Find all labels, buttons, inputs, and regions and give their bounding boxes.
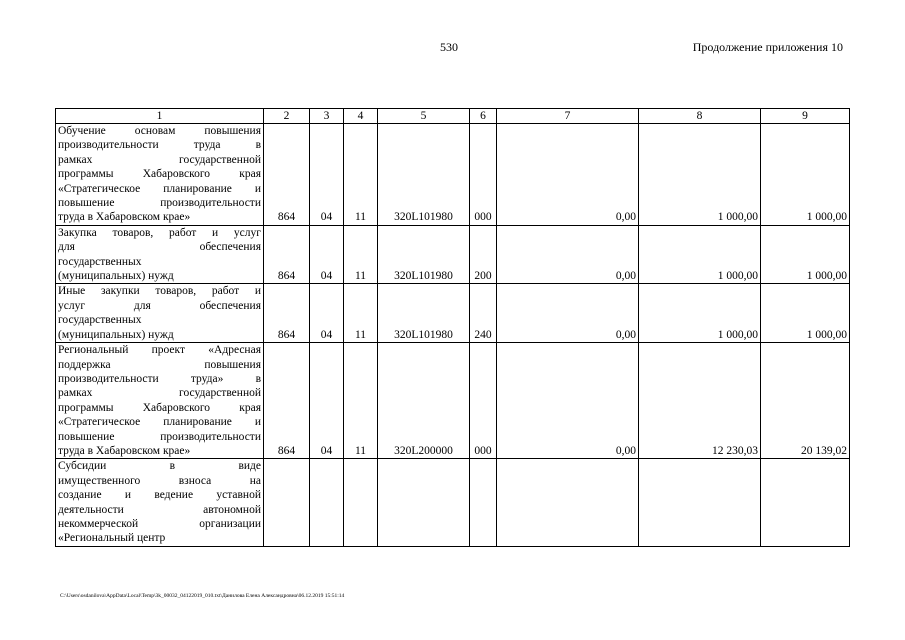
subsection-code-cell	[344, 459, 378, 546]
section-code-cell: 04	[310, 343, 344, 459]
section-code-cell: 04	[310, 284, 344, 343]
section-code-cell: 04	[310, 124, 344, 226]
row-name-line: повышение производительности	[58, 430, 261, 443]
row-name-line: программы Хабаровского края	[58, 401, 261, 414]
expense-type-cell	[470, 459, 497, 546]
amount-col9-cell: 1 000,00	[761, 284, 850, 343]
target-article-cell: 320L101980	[378, 124, 470, 226]
expense-type-cell: 200	[470, 225, 497, 284]
row-name-line: «Стратегическое планирование и	[58, 416, 261, 429]
table-row	[56, 459, 850, 546]
subsection-code-cell: 11	[344, 343, 378, 459]
amount-col7-cell: 0,00	[497, 124, 639, 226]
subsection-code-cell: 11	[344, 225, 378, 284]
row-name-line: «Региональный центр	[58, 532, 166, 545]
table-row	[56, 343, 850, 459]
subsection-code-cell: 11	[344, 124, 378, 226]
admin-code-cell: 864	[264, 124, 310, 226]
row-name-line: труда в Хабаровском крае»	[58, 444, 191, 457]
row-name-line: производительности труда в	[58, 139, 261, 152]
column-header: 1	[56, 109, 264, 124]
row-name-cell	[56, 124, 264, 226]
subsection-code-cell: 11	[344, 284, 378, 343]
amount-col9-cell	[761, 459, 850, 546]
row-name-line: некоммерческой организации	[58, 517, 261, 530]
table-row	[56, 284, 850, 343]
column-header: 7	[497, 109, 639, 124]
column-header: 9	[761, 109, 850, 124]
amount-col9-cell: 1 000,00	[761, 225, 850, 284]
appendix-note: Продолжение приложения 10	[692, 40, 843, 54]
row-name-line: (муниципальных) нужд	[58, 328, 174, 341]
row-name-cell	[56, 343, 264, 459]
page-number: 530	[440, 40, 458, 54]
section-code-cell	[310, 459, 344, 546]
amount-col7-cell	[497, 459, 639, 546]
row-name-line: создание и ведение уставной	[58, 489, 261, 502]
amount-col9-cell: 1 000,00	[761, 124, 850, 226]
expense-type-cell: 000	[470, 124, 497, 226]
admin-code-cell	[264, 459, 310, 546]
row-name-line: государственных	[58, 314, 142, 327]
column-header: 3	[310, 109, 344, 124]
row-name-line: услуг для обеспечения	[58, 299, 261, 312]
row-name-line: государственных	[58, 255, 142, 268]
row-name-line: труда в Хабаровском крае»	[58, 211, 191, 224]
amount-col9-cell: 20 139,02	[761, 343, 850, 459]
column-header: 4	[344, 109, 378, 124]
row-name-line: имущественного взноса на	[58, 474, 261, 487]
table-row	[56, 124, 850, 226]
amount-col8-cell: 12 230,03	[639, 343, 761, 459]
target-article-cell: 320L101980	[378, 225, 470, 284]
row-name-line: Обучение основам повышения	[58, 125, 261, 137]
row-name-line: Региональный проект «Адресная	[58, 344, 261, 357]
row-name-line: (муниципальных) нужд	[58, 270, 174, 283]
row-name-line: повышение производительности	[58, 197, 261, 210]
expense-type-cell: 240	[470, 284, 497, 343]
row-name-line: «Стратегическое планирование и	[58, 182, 261, 195]
section-code-cell: 04	[310, 225, 344, 284]
column-header: 6	[470, 109, 497, 124]
row-name-line: программы Хабаровского края	[58, 168, 261, 181]
row-name-cell	[56, 225, 264, 284]
amount-col8-cell: 1 000,00	[639, 225, 761, 284]
admin-code-cell: 864	[264, 343, 310, 459]
amount-col8-cell	[639, 459, 761, 546]
amount-col7-cell: 0,00	[497, 343, 639, 459]
table-header	[56, 109, 850, 124]
column-header: 5	[378, 109, 470, 124]
target-article-cell	[378, 459, 470, 546]
row-name-line: рамках государственной	[58, 387, 261, 400]
amount-col8-cell: 1 000,00	[639, 124, 761, 226]
amount-col8-cell: 1 000,00	[639, 284, 761, 343]
row-name-line: Закупка товаров, работ и услуг	[58, 226, 261, 239]
header-row	[56, 109, 850, 124]
budget-table	[55, 108, 850, 547]
row-name-line: производительности труда» в	[58, 372, 261, 385]
footer-file-path: C:\Users\osdanilova\AppData\Local\Temp\3k_00032_04122019_010.txt\Данилова Елена Александровна\06.12.2019 15:51:14	[60, 593, 345, 599]
expense-type-cell: 000	[470, 343, 497, 459]
table-row	[56, 225, 850, 284]
row-name-line: деятельности автономной	[58, 503, 261, 516]
row-name-line: поддержка повышения	[58, 358, 261, 371]
amount-col7-cell: 0,00	[497, 284, 639, 343]
admin-code-cell: 864	[264, 225, 310, 284]
column-header: 8	[639, 109, 761, 124]
row-name-line: Иные закупки товаров, работ и	[58, 285, 261, 298]
amount-col7-cell: 0,00	[497, 225, 639, 284]
admin-code-cell: 864	[264, 284, 310, 343]
row-name-line: рамках государственной	[58, 153, 261, 166]
row-name-cell	[56, 459, 264, 546]
target-article-cell: 320L200000	[378, 343, 470, 459]
row-name-cell	[56, 284, 264, 343]
column-header: 2	[264, 109, 310, 124]
target-article-cell: 320L101980	[378, 284, 470, 343]
row-name-line: для обеспечения	[58, 241, 261, 254]
row-name-line: Субсидии в виде	[58, 460, 261, 473]
table-body	[56, 124, 850, 547]
